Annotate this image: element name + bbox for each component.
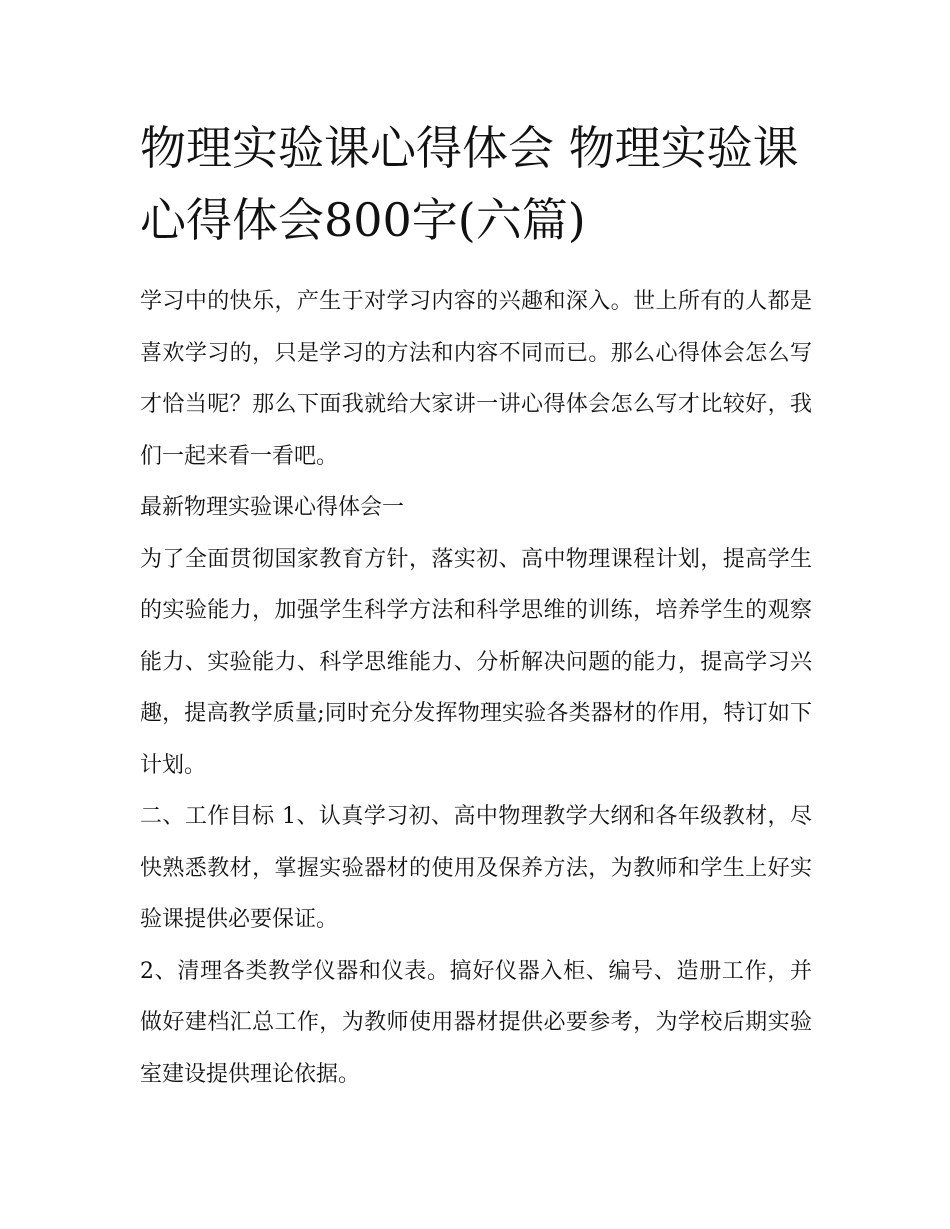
paragraph-goal-2: 2、清理各类教学仪器和仪表。搞好仪器入柜、编号、造册工作，并做好建档汇总工作，为教师使用器材提供必要参考，为学校后期实验室建设提供理论依据。 [140, 958, 812, 1087]
section-heading: 最新物理实验课心得体会一 [140, 495, 405, 520]
paragraph-goal-1: 二、工作目标 1、认真学习初、高中物理教学大纲和各年级教材，尽快熟悉教材，掌握实验器材的使用及保养方法，为教师和学生上好实验课提供必要保证。 [140, 804, 812, 932]
paragraph-intro: 学习中的快乐，产生于对学习内容的兴趣和深入。世上所有的人都是喜欢学习的，只是学习的方法和内容不同而已。那么心得体会怎么写才恰当呢？那么下面我就给大家讲一讲心得体会怎么写才比较好，我们一起来看一看吧。 [140, 289, 812, 469]
document-title: 物理实验课心得体会 物理实验课心得体会800字(六篇) [140, 121, 799, 247]
document-body [140, 276, 812, 1100]
paragraph-plan: 为了全面贯彻国家教育方针，落实初、高中物理课程计划，提高学生的实验能力，加强学生科学方法和科学思维的训练，培养学生的观察能力、实验能力、科学思维能力、分析解决问题的能力，提高学习兴趣，提高教学质量;同时充分发挥物理实验各类器材的作用，特订如下计划。 [140, 546, 812, 778]
document-page [140, 112, 812, 1100]
